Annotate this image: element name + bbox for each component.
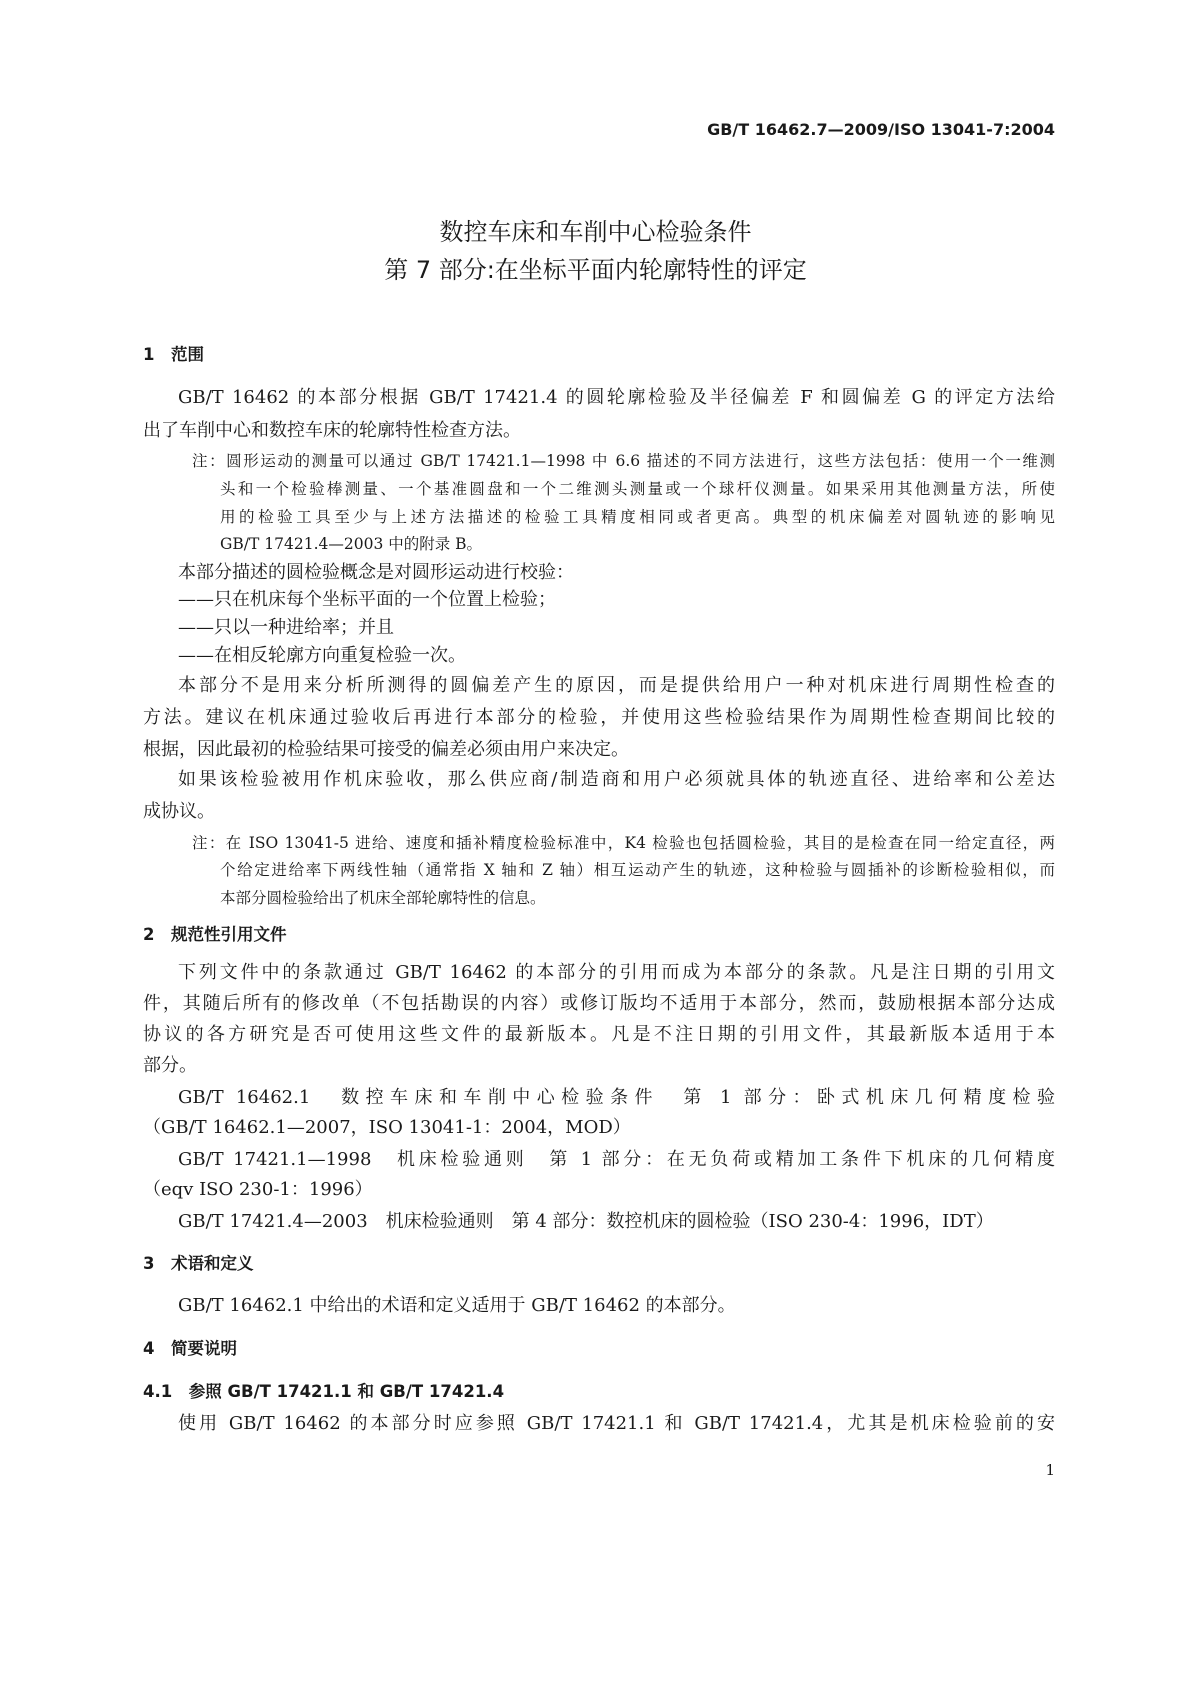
- reference-line: GB/T 17421.1—1998 机床检验通则 第 1 部分：在无负荷或精加工条件下机床的几何精度: [178, 1149, 1055, 1170]
- paragraph-line: GB/T 16462.1 中给出的术语和定义适用于 GB/T 16462 的本部分。: [178, 1295, 736, 1316]
- paragraph-line: 方法。建议在机床通过验收后再进行本部分的检验，并使用这些检验结果作为周期性检查期间比较的: [143, 707, 1055, 728]
- title-line-1: 数控车床和车削中心检验条件: [439, 218, 752, 246]
- paragraph-line: 出了车削中心和数控车床的轮廓特性检查方法。: [143, 420, 521, 441]
- section-4-heading: 4 简要说明: [143, 1339, 237, 1358]
- paragraph-line: 本部分描述的圆检验概念是对圆形运动进行校验：: [178, 562, 574, 583]
- dash-item: ——在相反轮廓方向重复检验一次。: [178, 645, 466, 666]
- reference-line: （eqv ISO 230-1：1996）: [143, 1179, 373, 1200]
- reference-line: （GB/T 16462.1—2007，ISO 13041-1：2004，MOD）: [143, 1117, 631, 1138]
- dash-item: ——只以一种进给率；并且: [178, 617, 394, 638]
- paragraph-line: 本部分不是用来分析所测得的圆偏差产生的原因，而是提供给用户一种对机床进行周期性检查的: [178, 675, 1055, 696]
- note-line: 头和一个检验棒测量、一个基准圆盘和一个二维测头测量或一个球杆仪测量。如果采用其他测量方法，所使: [220, 480, 1055, 498]
- paragraph-line: 下列文件中的条款通过 GB/T 16462 的本部分的引用而成为本部分的条款。凡是注日期的引用文: [178, 962, 1055, 983]
- paragraph-line: 使用 GB/T 16462 的本部分时应参照 GB/T 17421.1 和 GB/T 17421.4，尤其是机床检验前的安: [178, 1413, 1055, 1434]
- dash-item: ——只在机床每个坐标平面的一个位置上检验；: [178, 589, 556, 610]
- reference-line: GB/T 16462.1 数控车床和车削中心检验条件 第 1 部分：卧式机床几何精度检验: [178, 1087, 1055, 1108]
- note-line: 注：圆形运动的测量可以通过 GB/T 17421.1—1998 中 6.6 描述的不同方法进行，这些方法包括：使用一个一维测: [192, 452, 1055, 470]
- paragraph-line: GB/T 16462 的本部分根据 GB/T 17421.4 的圆轮廓检验及半径偏差 F 和圆偏差 G 的评定方法给: [178, 387, 1055, 408]
- paragraph-line: 根据，因此最初的检验结果可接受的偏差必须由用户来决定。: [143, 739, 629, 760]
- paragraph-line: 如果该检验被用作机床验收，那么供应商/制造商和用户必须就具体的轨迹直径、进给率和公差达: [178, 769, 1055, 790]
- section-1-heading: 1 范围: [143, 345, 204, 364]
- note-line: 个给定进给率下两线性轴（通常指 X 轴和 Z 轴）相互运动产生的轨迹，这种检验与圆插补的诊断检验相似，而: [220, 861, 1055, 879]
- paragraph-line: 件，其随后所有的修改单（不包括勘误的内容）或修订版均不适用于本部分，然而，鼓励根据本部分达成: [143, 993, 1055, 1014]
- note-line: GB/T 17421.4—2003 中的附录 B。: [220, 535, 483, 553]
- paragraph-line: 成协议。: [143, 801, 215, 822]
- paragraph-line: 协议的各方研究是否可使用这些文件的最新版本。凡是不注日期的引用文件，其最新版本适用于本: [143, 1024, 1055, 1045]
- title-line-2: 第 7 部分:在坐标平面内轮廓特性的评定: [384, 256, 807, 284]
- note-line: 注：在 ISO 13041-5 进给、速度和插补精度检验标准中，K4 检验也包括圆检验，其目的是检查在同一给定直径，两: [192, 834, 1055, 852]
- standard-number: GB/T 16462.7—2009/ISO 13041-7:2004: [707, 120, 1055, 139]
- page-number: 1: [1045, 1461, 1055, 1479]
- section-2-heading: 2 规范性引用文件: [143, 925, 287, 944]
- note-line: 本部分圆检验给出了机床全部轮廓特性的信息。: [220, 889, 546, 907]
- section-3-heading: 3 术语和定义: [143, 1254, 254, 1273]
- paragraph-line: 部分。: [143, 1055, 197, 1076]
- note-line: 用的检验工具至少与上述方法描述的检验工具精度相同或者更高。典型的机床偏差对圆轨迹的影响见: [220, 508, 1055, 526]
- subsection-4-1-heading: 4.1 参照 GB/T 17421.1 和 GB/T 17421.4: [143, 1382, 505, 1401]
- reference-line: GB/T 17421.4—2003 机床检验通则 第 4 部分：数控机床的圆检验（ISO 230-4：1996，IDT）: [178, 1211, 994, 1232]
